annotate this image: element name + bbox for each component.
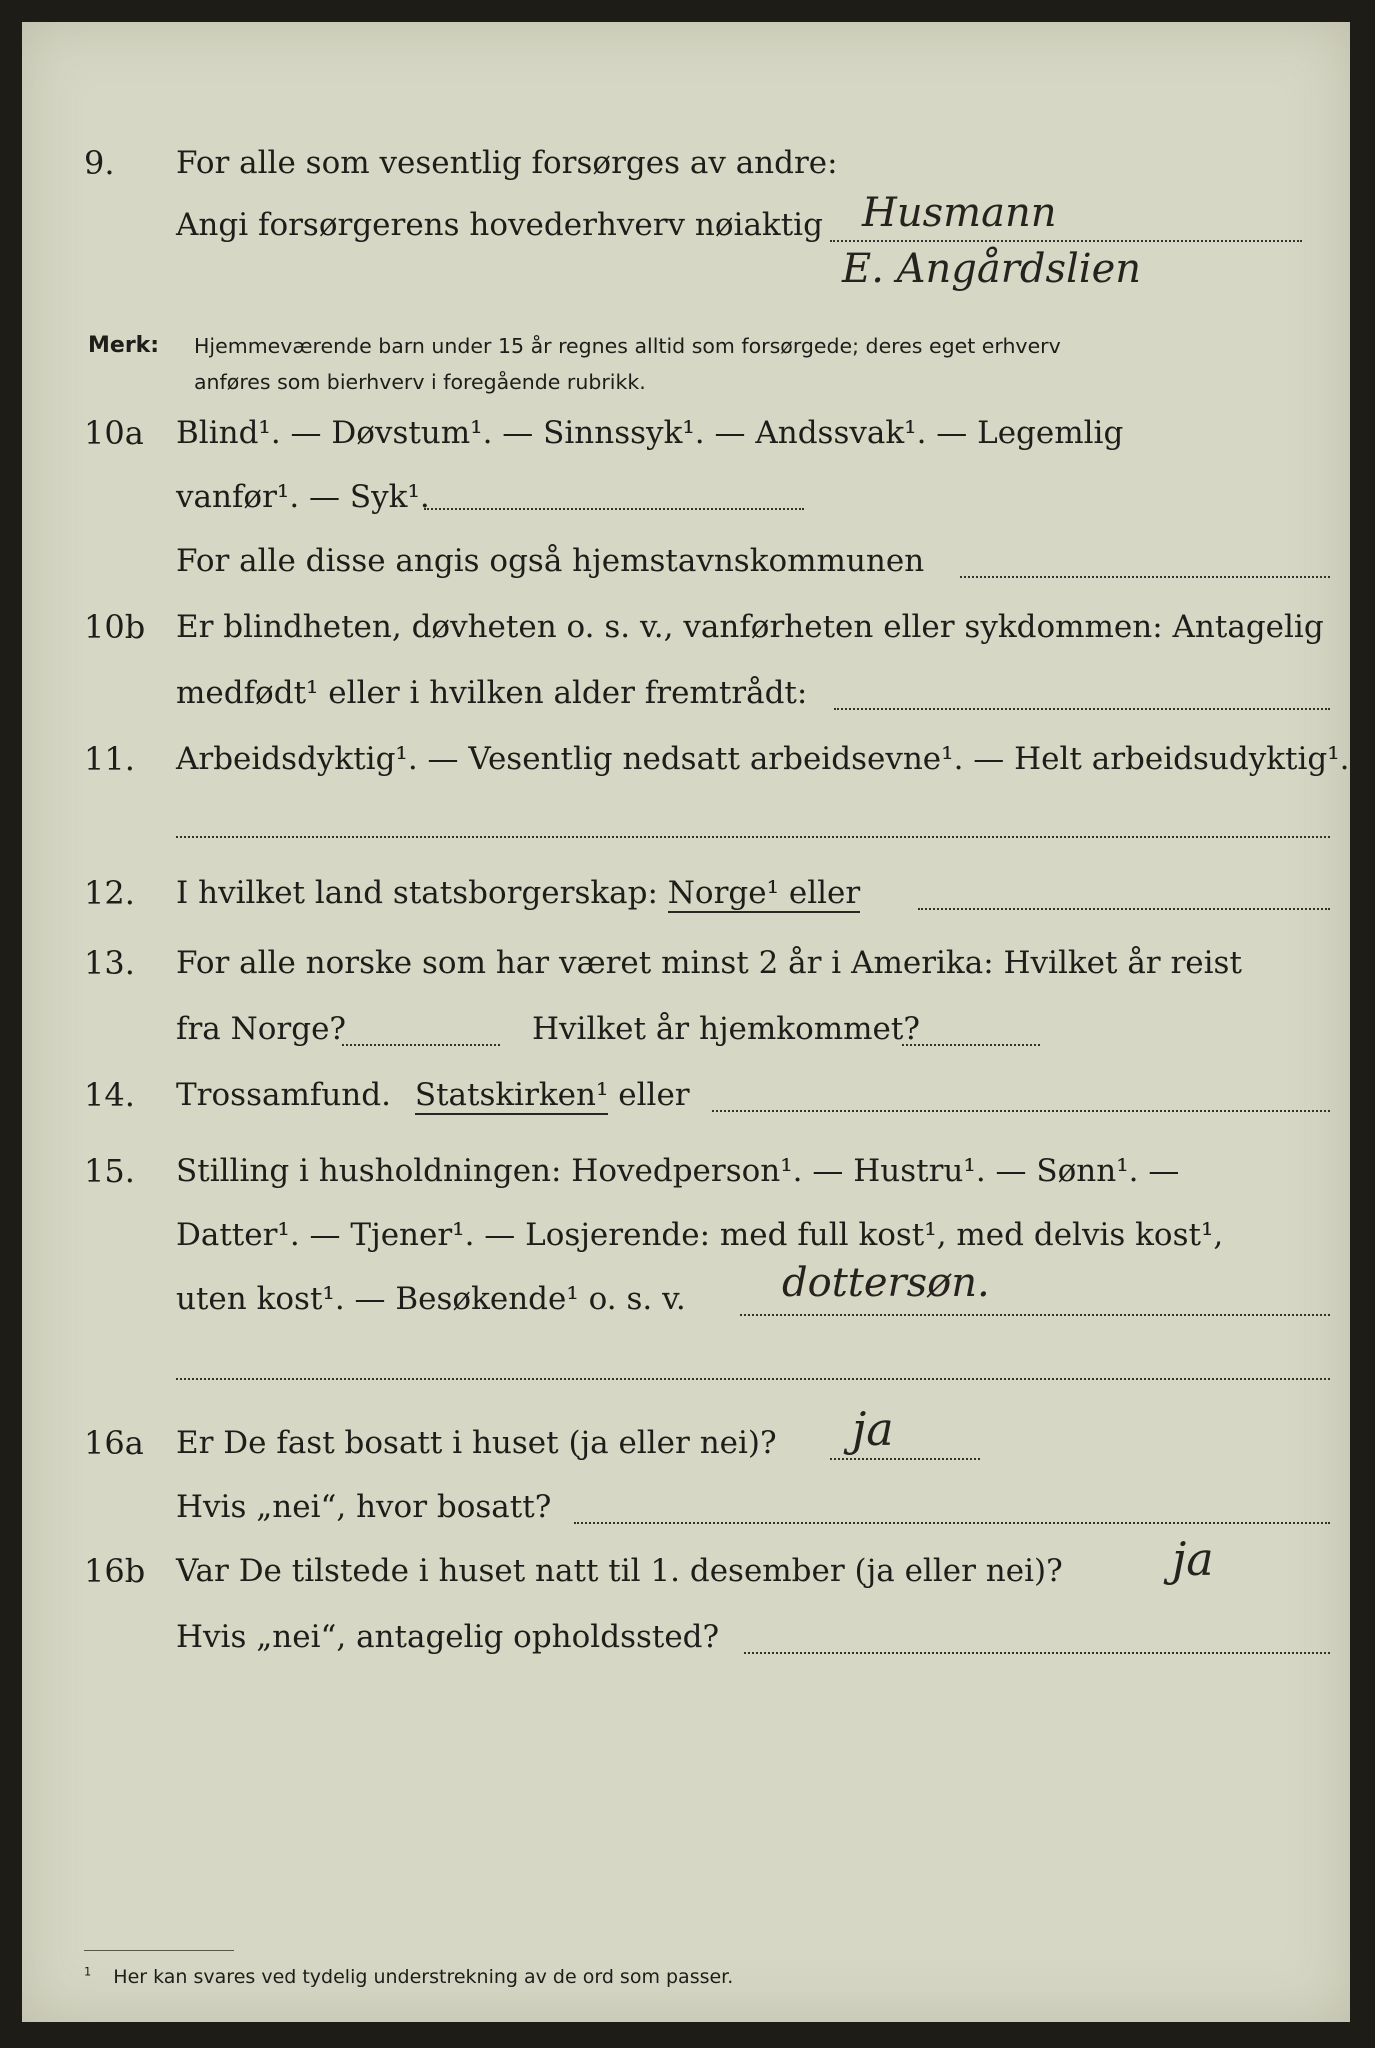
- q13-row-1: [22, 938, 1350, 988]
- q15-handwritten-answer: dottersøn.: [782, 1260, 990, 1306]
- merk-line-2: anføres som bierhverv i foregående rubrikk.: [194, 370, 646, 394]
- q15-line-3: uten kost¹. — Besøkende¹ o. s. v.: [176, 1281, 686, 1317]
- footnote: [84, 1966, 733, 1988]
- q16a-answer-line[interactable]: [830, 1458, 980, 1460]
- q16a-line-1: Er De fast bosatt i huset (ja eller nei)?: [176, 1425, 777, 1461]
- q9-number: 9.: [84, 144, 115, 182]
- q10a-row-1: [22, 408, 1350, 458]
- q10a-line-3: For alle disse angis også hjemstavnskommunen: [176, 543, 925, 579]
- q10a-line-1: Blind¹. — Døvstum¹. — Sinnssyk¹. — Andssvak¹. — Legemlig: [176, 415, 1124, 451]
- q11-line-1: Arbeidsdyktig¹. — Vesentlig nedsatt arbeidsevne¹. — Helt arbeidsudyktig¹.: [176, 741, 1350, 777]
- q13-number: 13.: [84, 944, 135, 982]
- q16b-line-2: Hvis „nei“, antagelig opholdssted?: [176, 1619, 720, 1655]
- q12-option-norge[interactable]: Norge¹ eller: [667, 875, 861, 911]
- q16b-row-2: [22, 1612, 1350, 1662]
- q16a-handwritten-answer: ja: [852, 1402, 894, 1456]
- q15-row-3: [22, 1260, 1350, 1324]
- q14-suffix: eller: [618, 1077, 690, 1113]
- q12-text: [176, 868, 860, 918]
- q15-answer-line[interactable]: [740, 1314, 1330, 1316]
- q16a-row-1: [22, 1402, 1350, 1468]
- q12-row: [22, 868, 1350, 918]
- q13-line-2b: Hvilket år hjemkommet?: [532, 1011, 920, 1047]
- q16a-line-2: Hvis „nei“, hvor bosatt?: [176, 1489, 552, 1525]
- q16a-number: 16a: [84, 1424, 144, 1462]
- q14-number: 14.: [84, 1076, 135, 1114]
- q15-row-2: [22, 1210, 1350, 1260]
- q16a-bosatt-answer-line[interactable]: [574, 1522, 1330, 1524]
- q16b-line-1: Var De tilstede i huset natt til 1. desember (ja eller nei)?: [176, 1553, 1063, 1589]
- merk-note: [22, 328, 1350, 408]
- q10b-row-2: [22, 668, 1350, 718]
- q15-row-1: [22, 1146, 1350, 1196]
- q16b-row-1: [22, 1532, 1350, 1596]
- footnote-mark: 1: [84, 1964, 92, 1979]
- footnote-text: Her kan svares ved tydelig understrekning av de ord som passer.: [113, 1966, 734, 1988]
- q16b-handwritten-answer: ja: [1172, 1532, 1214, 1586]
- q14-option-statskirken[interactable]: Statskirken¹: [414, 1077, 609, 1113]
- q10a-number: 10a: [84, 414, 144, 452]
- q10b-number: 10b: [84, 608, 146, 646]
- q14-text: [176, 1070, 690, 1120]
- q9-row-1: [22, 138, 1350, 188]
- q10a-hjemstavn-answer-line[interactable]: [960, 576, 1330, 578]
- q10b-line-1: Er blindheten, døvheten o. s. v., vanførheten eller sykdommen: Antagelig: [176, 609, 1324, 645]
- q13-line-2a: fra Norge?: [176, 1011, 347, 1047]
- q9-row-2: [22, 190, 1350, 250]
- merk-label: Merk:: [88, 333, 160, 358]
- q12-prefix: I hvilket land statsborgerskap:: [176, 875, 658, 911]
- q12-answer-line[interactable]: [918, 908, 1330, 910]
- q10a-row-2: [22, 472, 1350, 522]
- footnote-divider: [84, 1950, 234, 1951]
- q14-answer-line[interactable]: [712, 1110, 1330, 1112]
- q9-handwritten-answer-1: Husmann: [862, 190, 1057, 236]
- q11-row-2: [22, 796, 1350, 846]
- q14-row: [22, 1070, 1350, 1120]
- q9-line-2: Angi forsørgerens hovederhverv nøiaktig: [176, 207, 823, 243]
- q13-row-2: [22, 1004, 1350, 1054]
- q15-extra-answer-line[interactable]: [176, 1378, 1330, 1380]
- q13-year-left-answer-line[interactable]: [342, 1044, 500, 1046]
- merk-text: [194, 328, 1334, 400]
- q15-row-4: [22, 1338, 1350, 1388]
- q15-number: 15.: [84, 1152, 135, 1190]
- q12-number: 12.: [84, 874, 135, 912]
- q15-line-2: Datter¹. — Tjener¹. — Losjerende: med full kost¹, med delvis kost¹,: [176, 1217, 1224, 1253]
- q15-line-1: Stilling i husholdningen: Hovedperson¹. — Hustru¹. — Sønn¹. —: [176, 1153, 1180, 1189]
- q9-line-1: For alle som vesentlig forsørges av andre:: [176, 145, 838, 181]
- q13-line-1: For alle norske som har været minst 2 år i Amerika: Hvilket år reist: [176, 945, 1242, 981]
- merk-line-1: Hjemmeværende barn under 15 år regnes alltid som forsørgede; deres eget erhverv: [194, 334, 1061, 358]
- q16a-row-2: [22, 1482, 1350, 1532]
- q13-year-home-answer-line[interactable]: [902, 1044, 1040, 1046]
- census-form-page: [22, 22, 1350, 2022]
- q11-number: 11.: [84, 740, 135, 778]
- q10a-row-3: [22, 536, 1350, 586]
- q10b-row-1: [22, 602, 1350, 652]
- q9-row-3: [22, 246, 1350, 310]
- q9-answer-line-1[interactable]: [830, 240, 1302, 242]
- q10b-answer-line[interactable]: [834, 708, 1330, 710]
- q14-prefix: Trossamfund.: [176, 1077, 391, 1113]
- q11-row-1: [22, 734, 1350, 784]
- q10b-line-2: medfødt¹ eller i hvilken alder fremtrådt:: [176, 675, 808, 711]
- q16b-number: 16b: [84, 1552, 146, 1590]
- q9-handwritten-answer-2: E. Angårdslien: [842, 246, 1142, 292]
- q16b-opholdssted-answer-line[interactable]: [744, 1652, 1330, 1654]
- q11-answer-line[interactable]: [176, 836, 1330, 838]
- q10a-syk-answer-line[interactable]: [424, 508, 804, 510]
- q10a-line-2: vanfør¹. — Syk¹.: [176, 479, 430, 515]
